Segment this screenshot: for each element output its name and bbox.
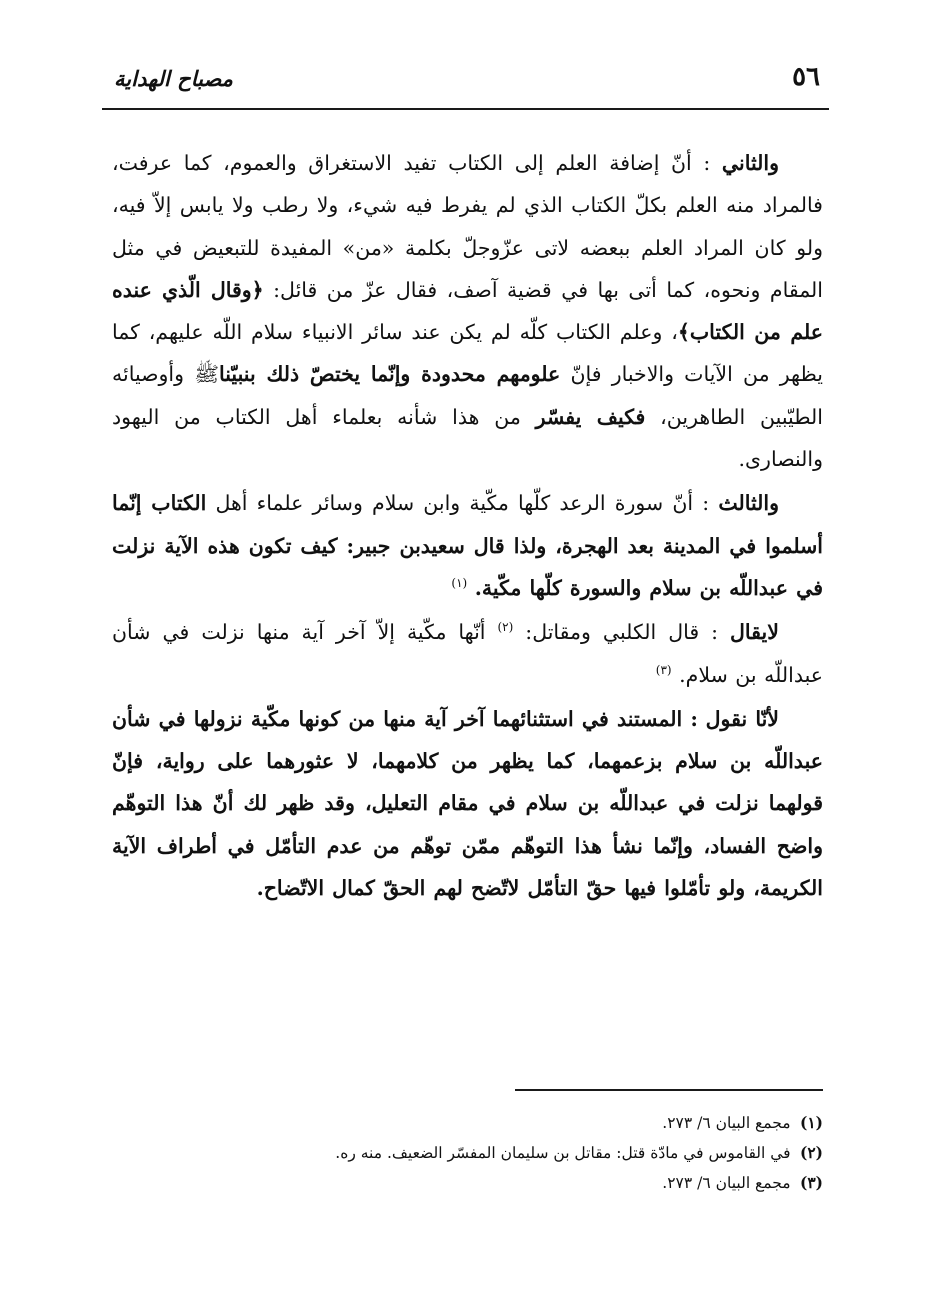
paragraph-text-bold: علومهم محدودة وإنّما يختصّ ذلك بنبيّنا <box>218 362 561 387</box>
quran-verse: ﴿وقال الّذي عنده علم من الكتاب﴾ <box>112 277 823 345</box>
footnote-text: مجمع البيان ٦/ ٢٧٣. <box>662 1174 791 1192</box>
paragraph-text: : قال الكلبي ومقاتل: <box>525 620 719 645</box>
footnote-item <box>112 1168 823 1198</box>
paragraph-text: من هذا شأنه بعلماء أهل الكتاب من اليهود والنصارى. <box>112 404 823 472</box>
paragraph-text: ، وعلم الكتاب كلّه لم يكن عند سائر الانبياء سلام اللّه عليهم، كما يظهر من الآيات والاخبار فإنّ <box>112 320 824 387</box>
footnote-text: مجمع البيان ٦/ ٢٧٣. <box>662 1114 791 1132</box>
paragraph-text-bold: : المستند في استثنائهما آخر آية منها من كونها مكّية نزولها في شأن عبداللّه بن سلام بزعمهما، كما يظهر من كلامهما، لا عثورهما على رواية، فإنّ قولهما نزلت في عبداللّه بن سلام في مقام التعليل، وقد ظهر لك أنّ هذا التوهّم واضح الفساد، وإنّما نشأ هذا التوهّم ممّن توهّم من عدم التأمّل في أطراف الآية الكريمة، ولو تأمّلوا فيها حقّ التأمّل لاتّضح لهم الحقّ كمال الاتّضاح. <box>112 706 823 901</box>
paragraph-lead: والثاني <box>721 151 779 175</box>
paragraph-text: : أنّ إضافة العلم إلى الكتاب تفيد الاستغراق والعموم، كما عرفت، فالمراد منه العلم بكلّ الكتاب الذي لم يفرط فيه شيء، ولا رطب ولا يابس إلاّ فيه، ولو كان المراد العلم ببعضه لاتى عزّوجلّ بكلمة «من» المفيدة للتبعيض في مثل المقام ونحوه، كما أتى بها في قضية آصف، فقال عزّ من قائل: <box>112 151 823 302</box>
footnote-number: (٣) <box>799 1173 823 1192</box>
paragraph-text-bold: فكيف يفسّر <box>535 404 646 429</box>
footnotes <box>112 1108 823 1198</box>
paragraph-lead: لأنّا نقول <box>705 706 779 731</box>
header-rule <box>102 108 829 110</box>
page-header <box>108 62 820 102</box>
footnote-marker[interactable]: (١) <box>451 576 468 591</box>
paragraph-text: : أنّ سورة الرعد كلّها مكّية وابن سلام وسائر علماء أهل <box>215 491 710 516</box>
paragraph-lead: لايقال <box>730 620 779 645</box>
paragraph-text: أنّها مكّية إلاّ آخر آية منها نزلت في شأن عبداللّه بن سلام. <box>112 620 823 687</box>
paragraph-text: ﷺ وأوصيائه الطيّبين الطاهرين، <box>112 362 823 429</box>
paragraph-objection <box>112 611 823 696</box>
paragraph-text-bold: الكتاب إنّما أسلموا في المدينة بعد الهجرة، ولذا قال سعيدبن جبير: كيف تكون هذه الآية نزلت في عبداللّه بن سلام والسورة كلّها مكّية. <box>112 491 823 600</box>
footnote-item <box>112 1138 823 1168</box>
body-text <box>112 142 823 909</box>
paragraph-third-point <box>112 482 823 609</box>
footnote-item <box>112 1108 823 1138</box>
footnote-number: (٢) <box>799 1143 823 1162</box>
footnote-number: (١) <box>799 1113 823 1132</box>
footnote-marker[interactable]: (٢) <box>497 620 514 635</box>
running-title: مصباح الهداية <box>114 66 233 91</box>
page-number: ٥٦ <box>792 62 820 92</box>
footnote-text: في القاموس في مادّة قتل: مقاتل بن سليمان المفسّر الضعيف. منه ره. <box>335 1144 791 1162</box>
paragraph-second-point <box>112 142 823 480</box>
paragraph-response <box>112 698 823 909</box>
footnote-rule <box>515 1089 823 1091</box>
footnote-marker[interactable]: (٣) <box>655 662 672 677</box>
paragraph-lead: والثالث <box>718 491 779 516</box>
